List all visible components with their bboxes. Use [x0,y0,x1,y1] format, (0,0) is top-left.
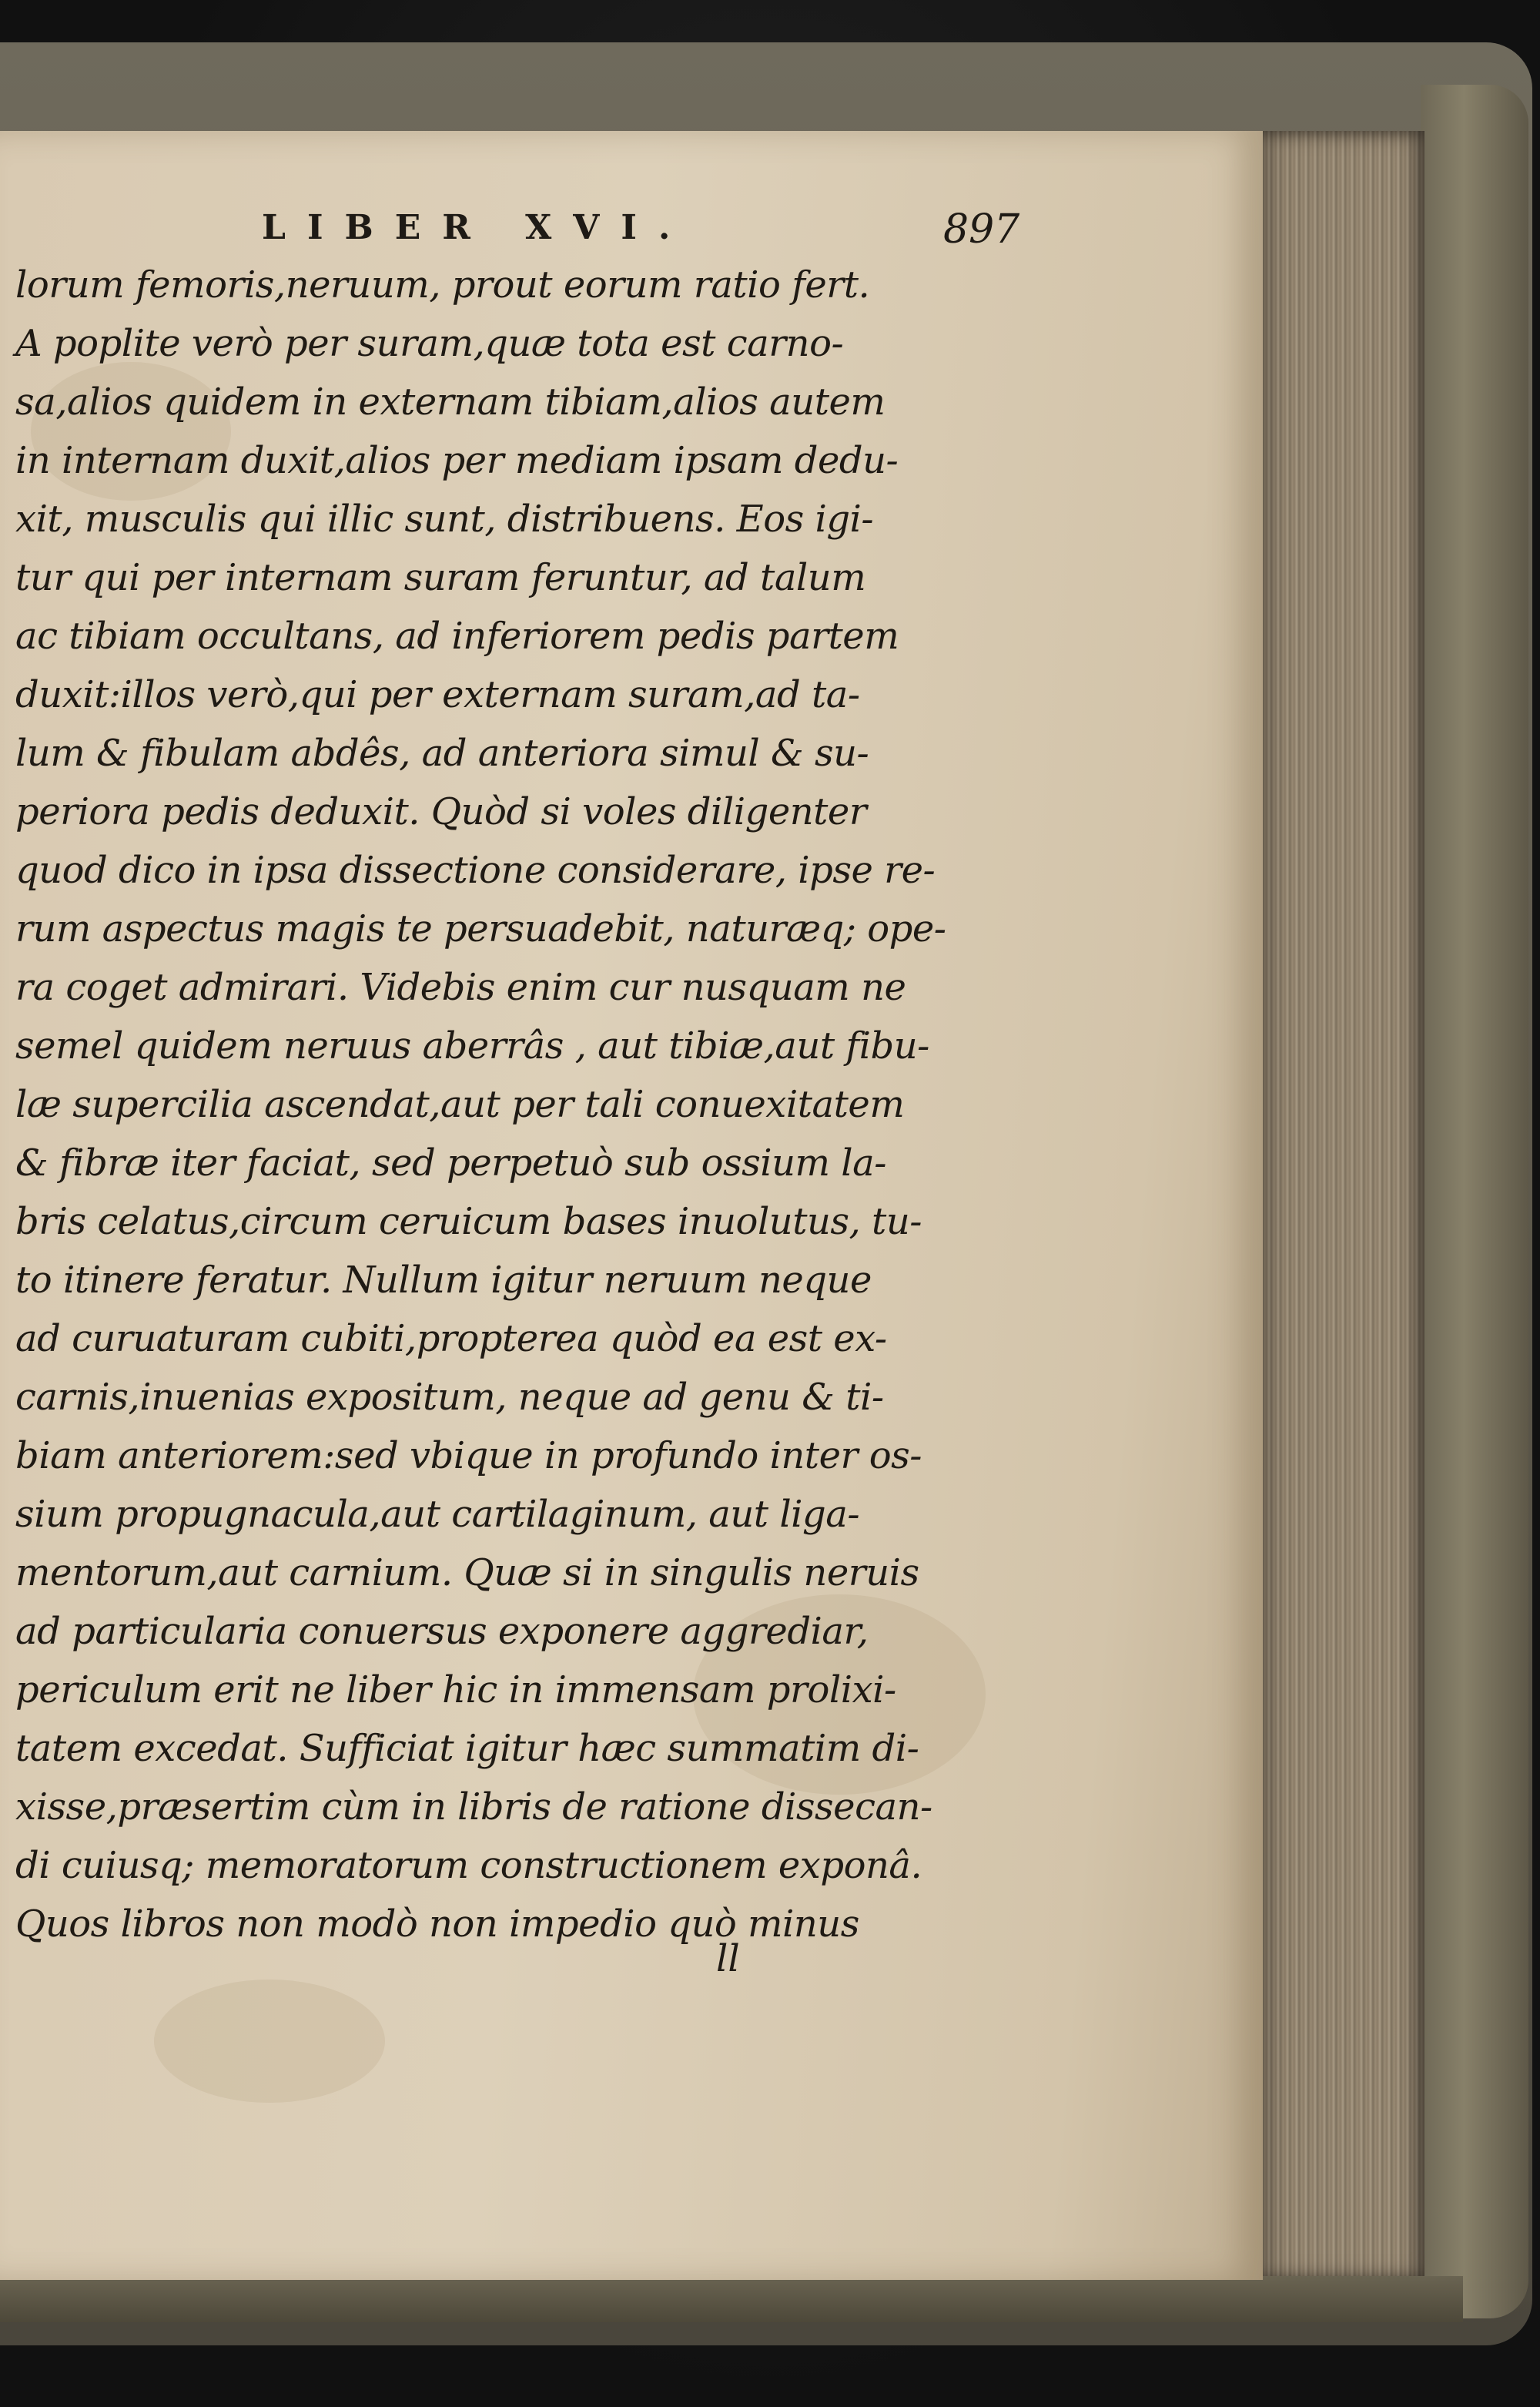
book-board-bottom [0,2276,1463,2322]
running-head: LIBER XVI. [262,208,692,247]
text-line: lum & fibulam abdês, ad anteriora simul & su- [15,732,869,775]
text-line: ra coget admirari. Videbis enim cur nusquam ne [15,966,906,1009]
text-line: tur qui per internam suram feruntur, ad talum [15,556,866,599]
text-line: læ supercilia ascendat,aut per tali conuexitatem [15,1083,905,1126]
paper-stain [154,1980,385,2103]
page-number: 897 [943,206,1020,253]
text-line: biam anteriorem:sed vbique in profundo inter os- [15,1434,922,1477]
text-line: quod dico in ipsa dissectione considerare, ipse re- [15,849,936,892]
text-line: rum aspectus magis te persuadebit, naturæq; ope- [15,907,946,950]
text-line: mentorum,aut carnium. Quæ si in singulis neruis [15,1551,919,1594]
catchword: ll [716,1937,740,1980]
text-line: xit, musculis qui illic sunt, distribuens. Eos igi- [15,498,874,541]
text-line: to itinere feratur. Nullum igitur neruum neque [15,1259,872,1302]
text-line: ac tibiam occultans, ad inferiorem pedis partem [15,615,899,658]
text-line: semel quidem neruus aberrâs , aut tibiæ,aut fibu- [15,1024,929,1068]
text-line: sa,alios quidem in externam tibiam,alios autem [15,380,886,424]
text-line: ad curuaturam cubiti,propterea quòd ea est ex- [15,1317,887,1360]
text-line: & fibræ iter faciat, sed perpetuò sub ossium la- [15,1141,886,1185]
text-line: sium propugnacula,aut cartilaginum, aut liga- [15,1493,860,1536]
text-line: A poplite verò per suram,quæ tota est carno- [15,322,844,365]
book-board-edge [1421,85,1528,2318]
text-line: carnis,inuenias expositum, neque ad genu & ti- [15,1376,884,1419]
text-line: in internam duxit,alios per mediam ipsam dedu- [15,439,899,482]
text-line: duxit:illos verò,qui per externam suram,ad ta- [15,673,860,716]
text-line: periculum erit ne liber hic in immensam prolixi- [15,1668,896,1711]
text-line: periora pedis deduxit. Quòd si voles diligenter [15,790,867,833]
page-fore-edge [1255,131,1424,2280]
body-text [15,254,1009,1964]
text-line: bris celatus,circum ceruicum bases inuolutus, tu- [15,1200,922,1243]
text-line: di cuiusq; memoratorum constructionem exponâ. [15,1844,922,1887]
text-line: tatem excedat. Sufficiat igitur hæc summatim di- [15,1727,919,1770]
text-line: lorum femoris,neruum, prout eorum ratio fert. [15,263,870,307]
text-line: Quos libros non modò non impedio quò minus [15,1902,859,1946]
text-line: xisse,præsertim cùm in libris de ratione dissecan- [15,1785,932,1829]
text-line: ad particularia conuersus exponere aggrediar, [15,1610,869,1653]
